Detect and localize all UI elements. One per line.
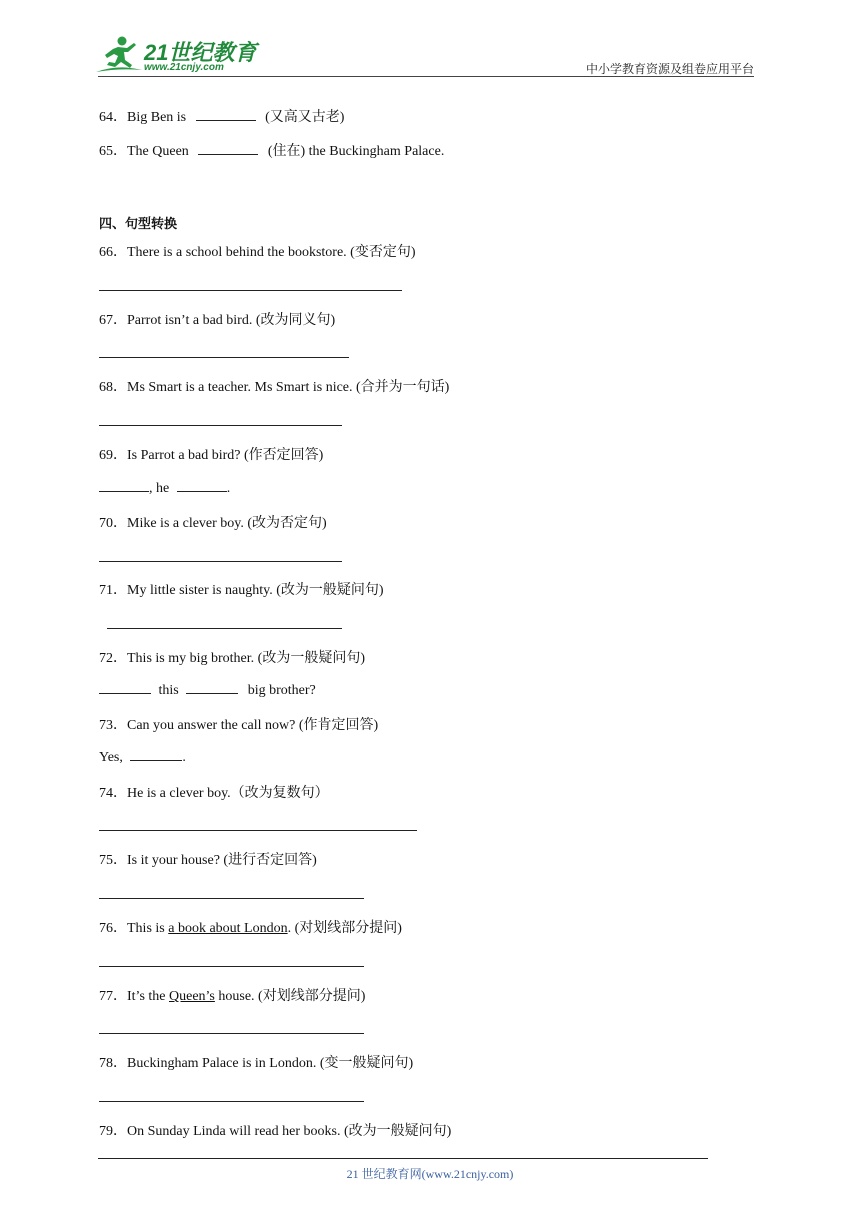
answer-text: , he (149, 481, 170, 496)
page-header (0, 0, 860, 80)
answer-line[interactable] (99, 290, 402, 291)
question-69: 69．Is Parrot a bad bird? (作否定回答) (99, 448, 324, 463)
section-heading: 四、句型转换 (99, 217, 178, 232)
question-65 (99, 140, 444, 160)
runner-icon (94, 34, 144, 78)
question-71: 71．My little sister is naughty. (改为一般疑问句) (99, 583, 384, 598)
answer-line[interactable] (99, 830, 417, 831)
answer-text: Yes, (99, 750, 123, 765)
question-hint: . (对划线部分提问) (287, 921, 402, 936)
question-number: 65． (99, 144, 127, 159)
answer-line[interactable] (99, 561, 342, 562)
question-76 (99, 917, 402, 937)
question-72: 72．This is my big brother. (改为一般疑问句) (99, 651, 365, 666)
answer-line[interactable] (99, 425, 342, 426)
fill-blank[interactable] (130, 748, 182, 761)
question-text: Big Ben is (127, 110, 187, 125)
answer-line[interactable] (99, 357, 349, 358)
question-78: 78．Buckingham Palace is in London. (变一般疑问句) (99, 1056, 414, 1071)
question-text: 77．It’s the (99, 989, 169, 1004)
answer-text: . (182, 750, 186, 765)
fill-blank[interactable] (186, 681, 238, 694)
question-74: 74．He is a clever boy.（改为复数句） (99, 786, 329, 801)
question-number: 64． (99, 110, 127, 125)
question-67: 67．Parrot isn’t a bad bird. (改为同义句) (99, 313, 336, 328)
fill-blank[interactable] (99, 681, 151, 694)
answer-69 (99, 479, 230, 497)
page-footer: 21 世纪教育网(www.21cnjy.com) (346, 1167, 514, 1181)
underlined-phrase: a book about London (168, 921, 288, 936)
header-divider (98, 76, 754, 77)
question-text: 76．This is (99, 921, 169, 936)
question-79: 79．On Sunday Linda will read her books. (改为一般疑问句) (99, 1124, 452, 1139)
fill-blank[interactable] (198, 142, 258, 155)
fill-blank[interactable] (99, 479, 149, 492)
footer-divider (98, 1158, 708, 1159)
answer-text: . (226, 481, 231, 496)
answer-line[interactable] (99, 898, 364, 899)
question-73: 73．Can you answer the call now? (作肯定回答) (99, 718, 379, 733)
answer-line[interactable] (99, 1033, 364, 1034)
header-platform-text: 中小学教育资源及组卷应用平台 (585, 62, 754, 76)
logo-url: www.21cnjy.com (144, 62, 224, 73)
question-hint: (又高又古老) (265, 110, 345, 125)
question-68: 68．Ms Smart is a teacher. Ms Smart is nice. (合并为一句话) (99, 380, 450, 395)
answer-text: this (158, 683, 179, 698)
question-70: 70．Mike is a clever boy. (改为否定句) (99, 516, 327, 531)
underlined-phrase: Queen’s (169, 989, 215, 1004)
fill-blank[interactable] (177, 479, 227, 492)
answer-72 (99, 681, 316, 699)
fill-blank[interactable] (196, 108, 256, 121)
question-66: 66．There is a school behind the bookstore. (变否定句) (99, 245, 416, 260)
answer-73 (99, 748, 186, 766)
question-77 (99, 985, 365, 1005)
logo-text: 21世纪教育 (144, 40, 257, 65)
answer-line[interactable] (107, 628, 342, 629)
question-hint: house. (对划线部分提问) (214, 989, 366, 1004)
answer-line[interactable] (99, 966, 364, 967)
site-logo (94, 34, 264, 78)
question-hint: (住在) the Buckingham Palace. (267, 144, 445, 159)
answer-text: big brother? (247, 683, 316, 698)
question-64 (99, 106, 344, 126)
answer-line[interactable] (99, 1101, 364, 1102)
question-75: 75．Is it your house? (进行否定回答) (99, 853, 317, 868)
question-text: The Queen (127, 144, 189, 159)
